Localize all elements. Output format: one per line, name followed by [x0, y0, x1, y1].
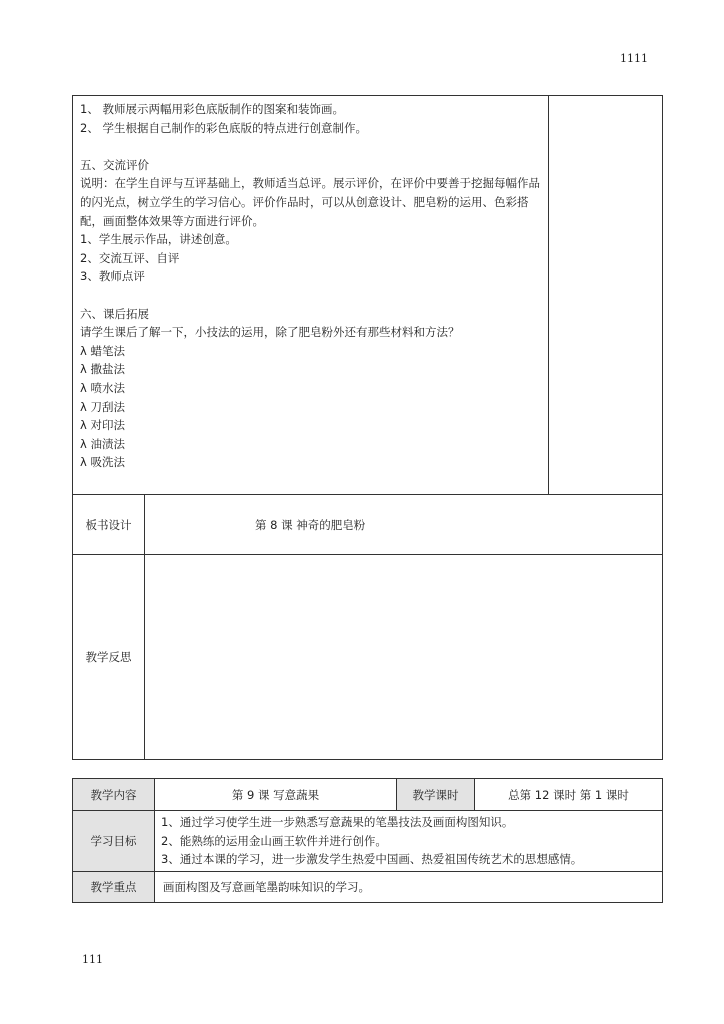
- notes-cell: [549, 96, 663, 495]
- technique-item: λ 喷水法: [80, 380, 125, 395]
- goals-label: 学习目标: [73, 811, 155, 872]
- reflection-row: [73, 555, 663, 760]
- evaluation-description: 说明：在学生自评与互评基础上，教师适当总评。展示评价，在评价中要善于挖掘每幅作品的闪光点，树立学生的学习信心。评价作品时，可以从创意设计、肥皂粉的运用、色彩搭配，画面整体效果等方面进行评价。: [80, 176, 540, 228]
- text-line: 请学生课后了解一下，小技法的运用，除了肥皂粉外还有那些材料和方法？: [80, 325, 460, 340]
- process-content-cell: [73, 96, 549, 495]
- technique-item: λ 蜡笔法: [80, 343, 125, 358]
- section-heading: 五、交流评价: [80, 157, 149, 172]
- lesson-plan-table: [72, 95, 663, 760]
- key-label: 教学重点: [73, 871, 155, 902]
- board-design-text: 第 8 课 神奇的肥皂粉: [255, 518, 366, 532]
- technique-item: λ 对印法: [80, 418, 125, 433]
- process-row: [73, 96, 663, 495]
- key-value: 画面构图及写意画笔墨韵味知识的学习。: [155, 871, 663, 902]
- text-line: 2、 学生根据自己制作的彩色底版的特点进行创意制作。: [80, 120, 367, 135]
- blank-line: [80, 286, 541, 305]
- key-points-row: [73, 871, 663, 902]
- text-line: 1、 教师展示两幅用彩色底版制作的图案和装饰画。: [80, 102, 344, 116]
- technique-item: λ 撒盐法: [80, 362, 125, 377]
- page-number-top: 1111: [620, 52, 648, 65]
- board-design-cell: [145, 495, 663, 555]
- text-line: 3、教师点评: [80, 269, 145, 284]
- page-number-bottom: 111: [82, 953, 103, 966]
- technique-item: λ 油渍法: [80, 436, 125, 451]
- goal-item: 1、通过学习使学生进一步熟悉写意蔬果的笔墨技法及画面构图知识。: [161, 815, 514, 829]
- goals-cell: [155, 811, 663, 872]
- content-label: 教学内容: [73, 779, 155, 811]
- lesson-info-table: [72, 778, 663, 903]
- text-line: 2、交流互评、自评: [80, 250, 180, 265]
- content-value: 第 9 课 写意蔬果: [155, 779, 397, 811]
- technique-item: λ 刀刮法: [80, 399, 125, 414]
- reflection-label: 教学反思: [73, 555, 145, 760]
- text-line: 1、学生展示作品，讲述创意。: [80, 232, 237, 247]
- goals-row: [73, 811, 663, 872]
- content-row: [73, 779, 663, 811]
- goal-item: 3、通过本课的学习，进一步激发学生热爱中国画、热爱祖国传统艺术的思想感情。: [161, 852, 583, 866]
- board-design-row: [73, 495, 663, 555]
- goal-item: 2、能熟练的运用金山画王软件并进行创作。: [161, 833, 387, 848]
- board-design-label: 板书设计: [73, 495, 145, 555]
- blank-line: [80, 137, 541, 156]
- hours-value: 总第 12 课时 第 1 课时: [475, 779, 663, 811]
- section-heading: 六、课后拓展: [80, 306, 149, 321]
- reflection-cell: [145, 555, 663, 760]
- hours-label: 教学课时: [397, 779, 475, 811]
- technique-item: λ 吸洗法: [80, 455, 125, 470]
